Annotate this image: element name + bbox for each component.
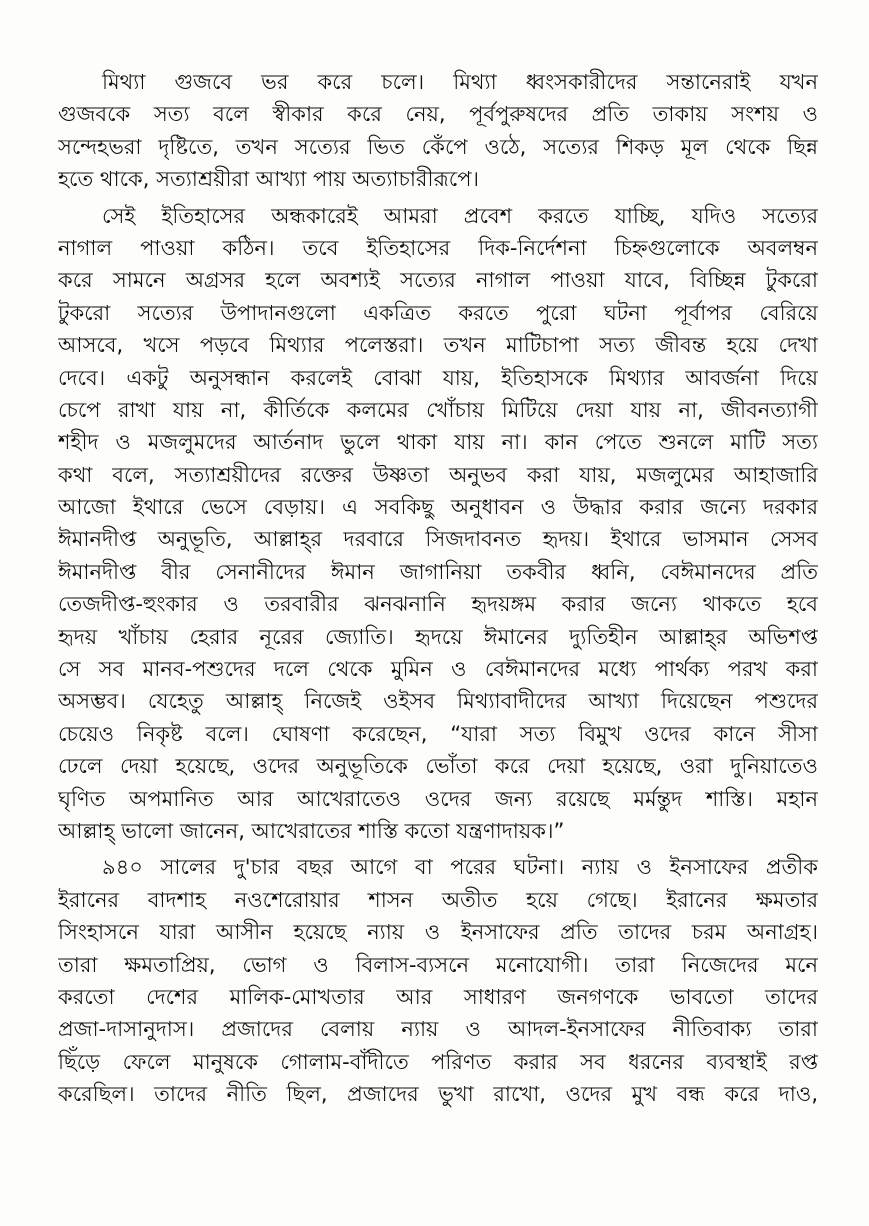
text-line: অসম্ভব। যেহেতু আল্লাহ্‌ নিজেই ওইসব মিথ্যাবাদীদের আখ্যা দিয়েছেন পশুদের xyxy=(58,689,818,714)
text-line: করেছিল। তাদের নীতি ছিল, প্রজাদের ভুখা রাখো, ওদের মুখ বন্ধ করে দাও, xyxy=(58,1082,818,1107)
text-line: ঢেলে দেয়া হয়েছে, ওদের অনুভূতিকে ভোঁতা করে দেয়া হয়েছে, ওরা দুনিয়াতেও xyxy=(58,754,818,779)
text-line: হতে থাকে, সত্যাশ্রয়ীরা আখ্যা পায় অত্যাচারীরূপে। xyxy=(58,167,479,192)
text-line: সে সব মানব-পশুদের দলে থেকে মুমিন ও বেঈমানদের মধ্যে পার্থক্য পরখ করা xyxy=(58,657,818,682)
text-line: ছিঁড়ে ফেলে মানুষকে গোলাম-বাঁদীতে পরিণত করার সব ধরনের ব্যবস্থাই রপ্ত xyxy=(58,1049,818,1074)
text-line: আসবে, খসে পড়বে মিথ্যার পলেস্তরা। তখন মাটিচাপা সত্য জীবন্ত হয়ে দেখা xyxy=(58,333,818,358)
text-line: ইরানের বাদশাহ নওশেরোয়ার শাসন অতীত হয়ে গেছে। ইরানের ক্ষমতার xyxy=(58,887,818,912)
text-line: করে সামনে অগ্রসর হলে অবশ্যই সত্যের নাগাল পাওয়া যাবে, বিচ্ছিন্ন টুকরো xyxy=(58,268,818,293)
text-line: টুকরো সত্যের উপাদানগুলো একত্রিত করতে পুরো ঘটনা পূর্বাপর বেরিয়ে xyxy=(58,300,818,325)
text-line: চেয়েও নিকৃষ্ট বলে। ঘোষণা করেছেন, “যারা সত্য বিমুখ ওদের কানে সীসা xyxy=(58,721,818,746)
text-line: সন্দেহভরা দৃষ্টিতে, তখন সত্যের ভিত কেঁপে ওঠে, সত্যের শিকড় মূল থেকে ছিন্ন xyxy=(58,134,818,159)
text-line: সেই ইতিহাসের অন্ধকারেই আমরা প্রবেশ করতে যাচ্ছি, যদিও সত্যের xyxy=(102,203,818,228)
text-line: প্রজা-দাসানুদাস। প্রজাদের বেলায় ন্যায় ও আদল-ইনসাফের নীতিবাক্য তারা xyxy=(58,1017,818,1042)
text-line: তারা ক্ষমতাপ্রিয়, ভোগ ও বিলাস-ব্যসনে মনোযোগী। তারা নিজেদের মনে xyxy=(58,952,818,977)
text-line: দেবে। একটু অনুসন্ধান করলেই বোঝা যায়, ইতিহাসকে মিথ্যার আবর্জনা দিয়ে xyxy=(58,365,818,390)
paragraph-3 xyxy=(58,851,818,1110)
text-line: ঘৃণিত অপমানিত আর আখেরাতেও ওদের জন্য রয়েছে মর্মন্তুদ শাস্তি। মহান xyxy=(58,786,818,811)
text-line: ঈমানদীপ্ত অনুভূতি, আল্লাহ্‌র দরবারে সিজদাবনত হৃদয়। ইথারে ভাসমান সেসব xyxy=(58,527,818,552)
text-line: আজো ইথারে ভেসে বেড়ায়। এ সবকিছু অনুধাবন ও উদ্ধার করার জন্যে দরকার xyxy=(58,495,818,520)
text-line: কথা বলে, সত্যাশ্রয়ীদের রক্তের উষ্ণতা অনুভব করা যায়, মজলুমের আহাজারি xyxy=(58,462,818,487)
text-line: আল্লাহ্‌ ভালো জানেন, আখেরাতের শাস্তি কতো যন্ত্রণাদায়ক।” xyxy=(58,818,565,843)
text-line: সিংহাসনে যারা আসীন হয়েছে ন্যায় ও ইনসাফের প্রতি তাদের চরম অনাগ্রহ। xyxy=(58,920,818,945)
text-line: নাগাল পাওয়া কঠিন। তবে ইতিহাসের দিক-নির্দেশনা চিহ্নগুলোকে অবলম্বন xyxy=(58,235,818,260)
text-line: ঈমানদীপ্ত বীর সেনানীদের ঈমান জাগানিয়া তকবীর ধ্বনি, বেঈমানদের প্রতি xyxy=(58,559,818,584)
paragraph-1 xyxy=(58,66,818,196)
text-line: হৃদয় খাঁচায় হেরার নূরের জ্যোতি। হৃদয়ে ঈমানের দ্যুতিহীন আল্লাহ্‌র অভিশপ্ত xyxy=(58,624,818,649)
page-body xyxy=(58,66,818,1115)
text-line: ৯৪০ সালের দু'চার বছর আগে বা পরের ঘটনা। ন্যায় ও ইনসাফের প্রতীক xyxy=(102,855,818,880)
paragraph-2 xyxy=(58,200,818,848)
text-line: শহীদ ও মজলুমদের আর্তনাদ ভুলে থাকা যায় না। কান পেতে শুনলে মাটি সত্য xyxy=(58,430,818,455)
text-line: তেজদীপ্ত-হুংকার ও তরবারীর ঝনঝনানি হৃদয়ঙ্গম করার জন্যে থাকতে হবে xyxy=(58,592,818,617)
text-line: চেপে রাখা যায় না, কীর্তিকে কলমের খোঁচায় মিটিয়ে দেয়া যায় না, জীবনত্যাগী xyxy=(58,397,818,422)
text-line: করতো দেশের মালিক-মোখতার আর সাধারণ জনগণকে ভাবতো তাদের xyxy=(58,984,818,1009)
text-line: গুজবকে সত্য বলে স্বীকার করে নেয়, পূর্বপুরুষদের প্রতি তাকায় সংশয় ও xyxy=(58,102,818,127)
text-line: মিথ্যা গুজবে ভর করে চলে। মিথ্যা ধ্বংসকারীদের সন্তানেরাই যখন xyxy=(102,70,818,94)
